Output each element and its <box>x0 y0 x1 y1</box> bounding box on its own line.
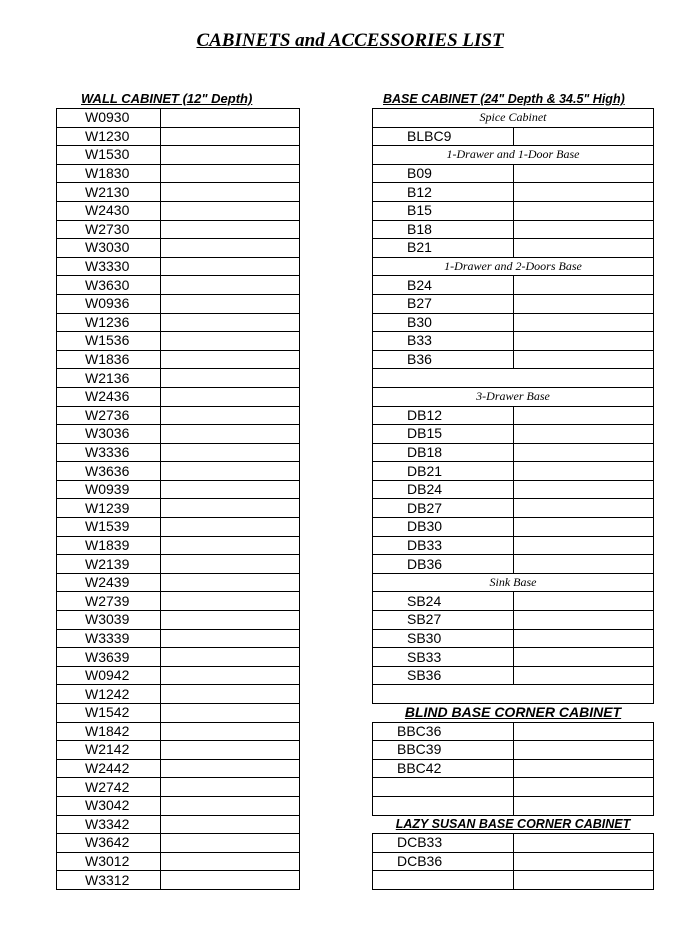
quantity-cell[interactable] <box>513 592 654 611</box>
table-row <box>373 518 654 537</box>
table-row <box>373 313 654 332</box>
wall-cabinet-heading: WALL CABINET (12" Depth) <box>81 91 253 106</box>
table-row <box>373 834 654 853</box>
quantity-cell[interactable] <box>161 369 300 388</box>
base-cabinet-code: B33 <box>373 332 514 351</box>
table-row <box>373 536 654 555</box>
base-cabinet-code: DCB36 <box>373 852 514 871</box>
wall-cabinet-code: W1239 <box>57 499 161 518</box>
quantity-cell[interactable] <box>161 406 300 425</box>
table-row <box>373 871 654 890</box>
section-heading: LAZY SUSAN BASE CORNER CABINET <box>373 815 654 834</box>
subcategory-label: Sink Base <box>373 573 654 592</box>
table-row <box>373 257 654 276</box>
base-cabinet-code <box>373 778 514 797</box>
table-row <box>57 666 300 685</box>
quantity-cell[interactable] <box>161 648 300 667</box>
quantity-cell[interactable] <box>161 834 300 853</box>
table-row <box>57 350 300 369</box>
base-cabinet-code: B12 <box>373 183 514 202</box>
wall-cabinet-code: W3336 <box>57 443 161 462</box>
quantity-cell[interactable] <box>161 462 300 481</box>
quantity-cell[interactable] <box>161 704 300 723</box>
quantity-cell[interactable] <box>513 666 654 685</box>
table-row <box>373 722 654 741</box>
table-row <box>373 555 654 574</box>
wall-cabinet-code: W0936 <box>57 294 161 313</box>
quantity-cell[interactable] <box>513 164 654 183</box>
quantity-cell[interactable] <box>161 759 300 778</box>
table-row <box>57 722 300 741</box>
wall-cabinet-code: W3039 <box>57 611 161 630</box>
base-cabinet-code: SB24 <box>373 592 514 611</box>
quantity-cell[interactable] <box>513 759 654 778</box>
wall-cabinet-code: W2739 <box>57 592 161 611</box>
quantity-cell[interactable] <box>513 425 654 444</box>
base-cabinet-code: BBC39 <box>373 741 514 760</box>
quantity-cell[interactable] <box>161 796 300 815</box>
wall-cabinet-code: W2139 <box>57 555 161 574</box>
subcategory-label: Spice Cabinet <box>373 109 654 128</box>
base-cabinet-code: DB33 <box>373 536 514 555</box>
table-row <box>373 648 654 667</box>
table-row <box>57 313 300 332</box>
wall-cabinet-code: W3030 <box>57 239 161 258</box>
base-cabinet-code: DB15 <box>373 425 514 444</box>
quantity-cell[interactable] <box>513 722 654 741</box>
table-row <box>373 778 654 797</box>
table-row <box>373 183 654 202</box>
quantity-cell[interactable] <box>161 741 300 760</box>
quantity-cell[interactable] <box>161 239 300 258</box>
table-row <box>57 759 300 778</box>
table-row <box>373 369 654 388</box>
quantity-cell[interactable] <box>513 741 654 760</box>
table-row <box>373 127 654 146</box>
quantity-cell[interactable] <box>513 480 654 499</box>
quantity-cell[interactable] <box>161 666 300 685</box>
table-row <box>373 239 654 258</box>
table-row <box>57 387 300 406</box>
quantity-cell[interactable] <box>161 480 300 499</box>
wall-cabinet-code: W1530 <box>57 146 161 165</box>
quantity-cell[interactable] <box>161 685 300 704</box>
quantity-cell[interactable] <box>161 425 300 444</box>
wall-cabinet-code: W2436 <box>57 387 161 406</box>
wall-cabinet-code: W2742 <box>57 778 161 797</box>
page-title: CABINETS and ACCESSORIES LIST <box>196 30 504 51</box>
table-row <box>373 852 654 871</box>
table-row <box>57 573 300 592</box>
wall-cabinet-code: W1830 <box>57 164 161 183</box>
table-row <box>373 462 654 481</box>
base-cabinet-code: SB30 <box>373 629 514 648</box>
subcategory-label: 3-Drawer Base <box>373 387 654 406</box>
table-row <box>373 499 654 518</box>
table-row <box>57 127 300 146</box>
wall-cabinet-code: W1536 <box>57 332 161 351</box>
quantity-cell[interactable] <box>161 555 300 574</box>
wall-cabinet-code: W3042 <box>57 796 161 815</box>
quantity-cell[interactable] <box>161 871 300 890</box>
wall-cabinet-code: W3342 <box>57 815 161 834</box>
quantity-cell[interactable] <box>513 406 654 425</box>
base-cabinet-code: DB36 <box>373 555 514 574</box>
table-row <box>373 480 654 499</box>
table-row <box>57 425 300 444</box>
quantity-cell[interactable] <box>161 220 300 239</box>
quantity-cell[interactable] <box>513 834 654 853</box>
wall-cabinet-code: W1842 <box>57 722 161 741</box>
table-row <box>57 332 300 351</box>
quantity-cell[interactable] <box>161 443 300 462</box>
base-cabinet-code: DB18 <box>373 443 514 462</box>
table-row <box>373 629 654 648</box>
table-row <box>373 276 654 295</box>
wall-cabinet-code: W2439 <box>57 573 161 592</box>
wall-cabinet-code: W3636 <box>57 462 161 481</box>
wall-cabinet-code: W3036 <box>57 425 161 444</box>
wall-cabinet-code: W3330 <box>57 257 161 276</box>
table-row <box>373 796 654 815</box>
wall-cabinet-code: W1242 <box>57 685 161 704</box>
blank-row <box>373 369 654 388</box>
wall-cabinet-code: W3630 <box>57 276 161 295</box>
subcategory-label: 1-Drawer and 1-Door Base <box>373 146 654 165</box>
table-row <box>57 239 300 258</box>
table-row <box>57 201 300 220</box>
table-row <box>57 480 300 499</box>
quantity-cell[interactable] <box>513 518 654 537</box>
quantity-cell[interactable] <box>513 611 654 630</box>
base-cabinet-code: B36 <box>373 350 514 369</box>
table-row <box>57 220 300 239</box>
table-row <box>57 164 300 183</box>
wall-cabinet-code: W1542 <box>57 704 161 723</box>
table-row <box>57 294 300 313</box>
table-row <box>57 704 300 723</box>
quantity-cell[interactable] <box>161 629 300 648</box>
wall-cabinet-code: W3339 <box>57 629 161 648</box>
quantity-cell[interactable] <box>513 796 654 815</box>
table-row <box>57 815 300 834</box>
base-cabinet-code: B18 <box>373 220 514 239</box>
section-heading: BLIND BASE CORNER CABINET <box>373 704 654 723</box>
quantity-cell[interactable] <box>513 648 654 667</box>
wall-cabinet-code: W1836 <box>57 350 161 369</box>
quantity-cell[interactable] <box>161 852 300 871</box>
table-row <box>57 536 300 555</box>
quantity-cell[interactable] <box>513 239 654 258</box>
table-row <box>373 685 654 704</box>
base-cabinet-code: B24 <box>373 276 514 295</box>
table-row <box>57 592 300 611</box>
table-row <box>57 555 300 574</box>
base-cabinet-table <box>372 108 654 890</box>
base-cabinet-code: DB12 <box>373 406 514 425</box>
wall-cabinet-code: W2142 <box>57 741 161 760</box>
quantity-cell[interactable] <box>513 462 654 481</box>
wall-cabinet-code: W2736 <box>57 406 161 425</box>
quantity-cell[interactable] <box>161 815 300 834</box>
table-row <box>373 443 654 462</box>
base-cabinet-code: DB30 <box>373 518 514 537</box>
wall-cabinet-table <box>56 108 300 890</box>
base-cabinet-code: BBC42 <box>373 759 514 778</box>
table-row <box>373 425 654 444</box>
table-row <box>57 518 300 537</box>
base-cabinet-code <box>373 871 514 890</box>
subcategory-label: 1-Drawer and 2-Doors Base <box>373 257 654 276</box>
base-cabinet-code: SB27 <box>373 611 514 630</box>
wall-cabinet-code: W2442 <box>57 759 161 778</box>
wall-cabinet-code: W1839 <box>57 536 161 555</box>
quantity-cell[interactable] <box>161 257 300 276</box>
base-cabinet-code: B30 <box>373 313 514 332</box>
quantity-cell[interactable] <box>161 183 300 202</box>
table-row <box>373 201 654 220</box>
table-row <box>373 146 654 165</box>
quantity-cell[interactable] <box>161 350 300 369</box>
quantity-cell[interactable] <box>161 127 300 146</box>
quantity-cell[interactable] <box>161 573 300 592</box>
table-row <box>57 406 300 425</box>
table-row <box>57 629 300 648</box>
quantity-cell[interactable] <box>161 276 300 295</box>
quantity-cell[interactable] <box>513 871 654 890</box>
table-row <box>57 778 300 797</box>
table-row <box>57 443 300 462</box>
table-row <box>373 815 654 834</box>
base-cabinet-code: DB27 <box>373 499 514 518</box>
table-row <box>57 852 300 871</box>
table-row <box>373 573 654 592</box>
quantity-cell[interactable] <box>513 294 654 313</box>
table-row <box>373 406 654 425</box>
quantity-cell[interactable] <box>161 499 300 518</box>
quantity-cell[interactable] <box>161 164 300 183</box>
table-row <box>57 369 300 388</box>
table-row <box>57 741 300 760</box>
table-row <box>57 648 300 667</box>
quantity-cell[interactable] <box>161 313 300 332</box>
blank-row <box>373 685 654 704</box>
wall-cabinet-code: W3642 <box>57 834 161 853</box>
wall-cabinet-code: W1539 <box>57 518 161 537</box>
table-row <box>57 499 300 518</box>
table-row <box>373 164 654 183</box>
quantity-cell[interactable] <box>161 592 300 611</box>
base-cabinet-code: B09 <box>373 164 514 183</box>
quantity-cell[interactable] <box>513 555 654 574</box>
table-row <box>373 220 654 239</box>
table-row <box>373 704 654 723</box>
quantity-cell[interactable] <box>513 499 654 518</box>
base-cabinet-code: BBC36 <box>373 722 514 741</box>
wall-cabinet-code: W0939 <box>57 480 161 499</box>
quantity-cell[interactable] <box>513 629 654 648</box>
table-row <box>57 109 300 128</box>
table-row <box>57 685 300 704</box>
quantity-cell[interactable] <box>161 518 300 537</box>
table-row <box>57 462 300 481</box>
base-cabinet-code: SB33 <box>373 648 514 667</box>
table-row <box>373 759 654 778</box>
table-row <box>373 109 654 128</box>
wall-cabinet-code: W1230 <box>57 127 161 146</box>
wall-cabinet-code: W1236 <box>57 313 161 332</box>
table-row <box>57 257 300 276</box>
base-cabinet-code: BLBC9 <box>373 127 514 146</box>
quantity-cell[interactable] <box>513 536 654 555</box>
table-row <box>57 834 300 853</box>
quantity-cell[interactable] <box>513 852 654 871</box>
quantity-cell[interactable] <box>513 332 654 351</box>
quantity-cell[interactable] <box>513 443 654 462</box>
base-cabinet-heading: BASE CABINET (24" Depth & 34.5" High) <box>383 92 625 106</box>
table-row <box>373 387 654 406</box>
base-cabinet-code: DCB33 <box>373 834 514 853</box>
quantity-cell[interactable] <box>161 536 300 555</box>
wall-cabinet-code: W0930 <box>57 109 161 128</box>
quantity-cell[interactable] <box>513 201 654 220</box>
table-row <box>373 592 654 611</box>
quantity-cell[interactable] <box>161 611 300 630</box>
base-cabinet-code: SB36 <box>373 666 514 685</box>
wall-cabinet-code: W2130 <box>57 183 161 202</box>
table-row <box>373 611 654 630</box>
quantity-cell[interactable] <box>161 722 300 741</box>
quantity-cell[interactable] <box>161 332 300 351</box>
base-cabinet-code: DB21 <box>373 462 514 481</box>
wall-cabinet-code: W3012 <box>57 852 161 871</box>
table-row <box>57 276 300 295</box>
quantity-cell[interactable] <box>513 127 654 146</box>
wall-cabinet-code: W0942 <box>57 666 161 685</box>
base-cabinet-code: DB24 <box>373 480 514 499</box>
wall-cabinet-code: W2136 <box>57 369 161 388</box>
table-row <box>57 146 300 165</box>
quantity-cell[interactable] <box>513 276 654 295</box>
base-cabinet-code: B27 <box>373 294 514 313</box>
table-row <box>57 611 300 630</box>
table-row <box>57 796 300 815</box>
table-row <box>57 871 300 890</box>
table-row <box>373 666 654 685</box>
quantity-cell[interactable] <box>161 146 300 165</box>
wall-cabinet-code: W2430 <box>57 201 161 220</box>
quantity-cell[interactable] <box>161 387 300 406</box>
base-cabinet-code <box>373 796 514 815</box>
quantity-cell[interactable] <box>161 778 300 797</box>
table-row <box>373 332 654 351</box>
base-cabinet-code: B15 <box>373 201 514 220</box>
table-row <box>373 741 654 760</box>
wall-cabinet-code: W3639 <box>57 648 161 667</box>
wall-cabinet-code: W3312 <box>57 871 161 890</box>
wall-cabinet-code: W2730 <box>57 220 161 239</box>
table-row <box>57 183 300 202</box>
table-row <box>373 294 654 313</box>
quantity-cell[interactable] <box>161 201 300 220</box>
quantity-cell[interactable] <box>513 350 654 369</box>
quantity-cell[interactable] <box>161 109 300 128</box>
quantity-cell[interactable] <box>513 183 654 202</box>
quantity-cell[interactable] <box>513 778 654 797</box>
quantity-cell[interactable] <box>161 294 300 313</box>
quantity-cell[interactable] <box>513 313 654 332</box>
table-row <box>373 350 654 369</box>
quantity-cell[interactable] <box>513 220 654 239</box>
base-cabinet-code: B21 <box>373 239 514 258</box>
